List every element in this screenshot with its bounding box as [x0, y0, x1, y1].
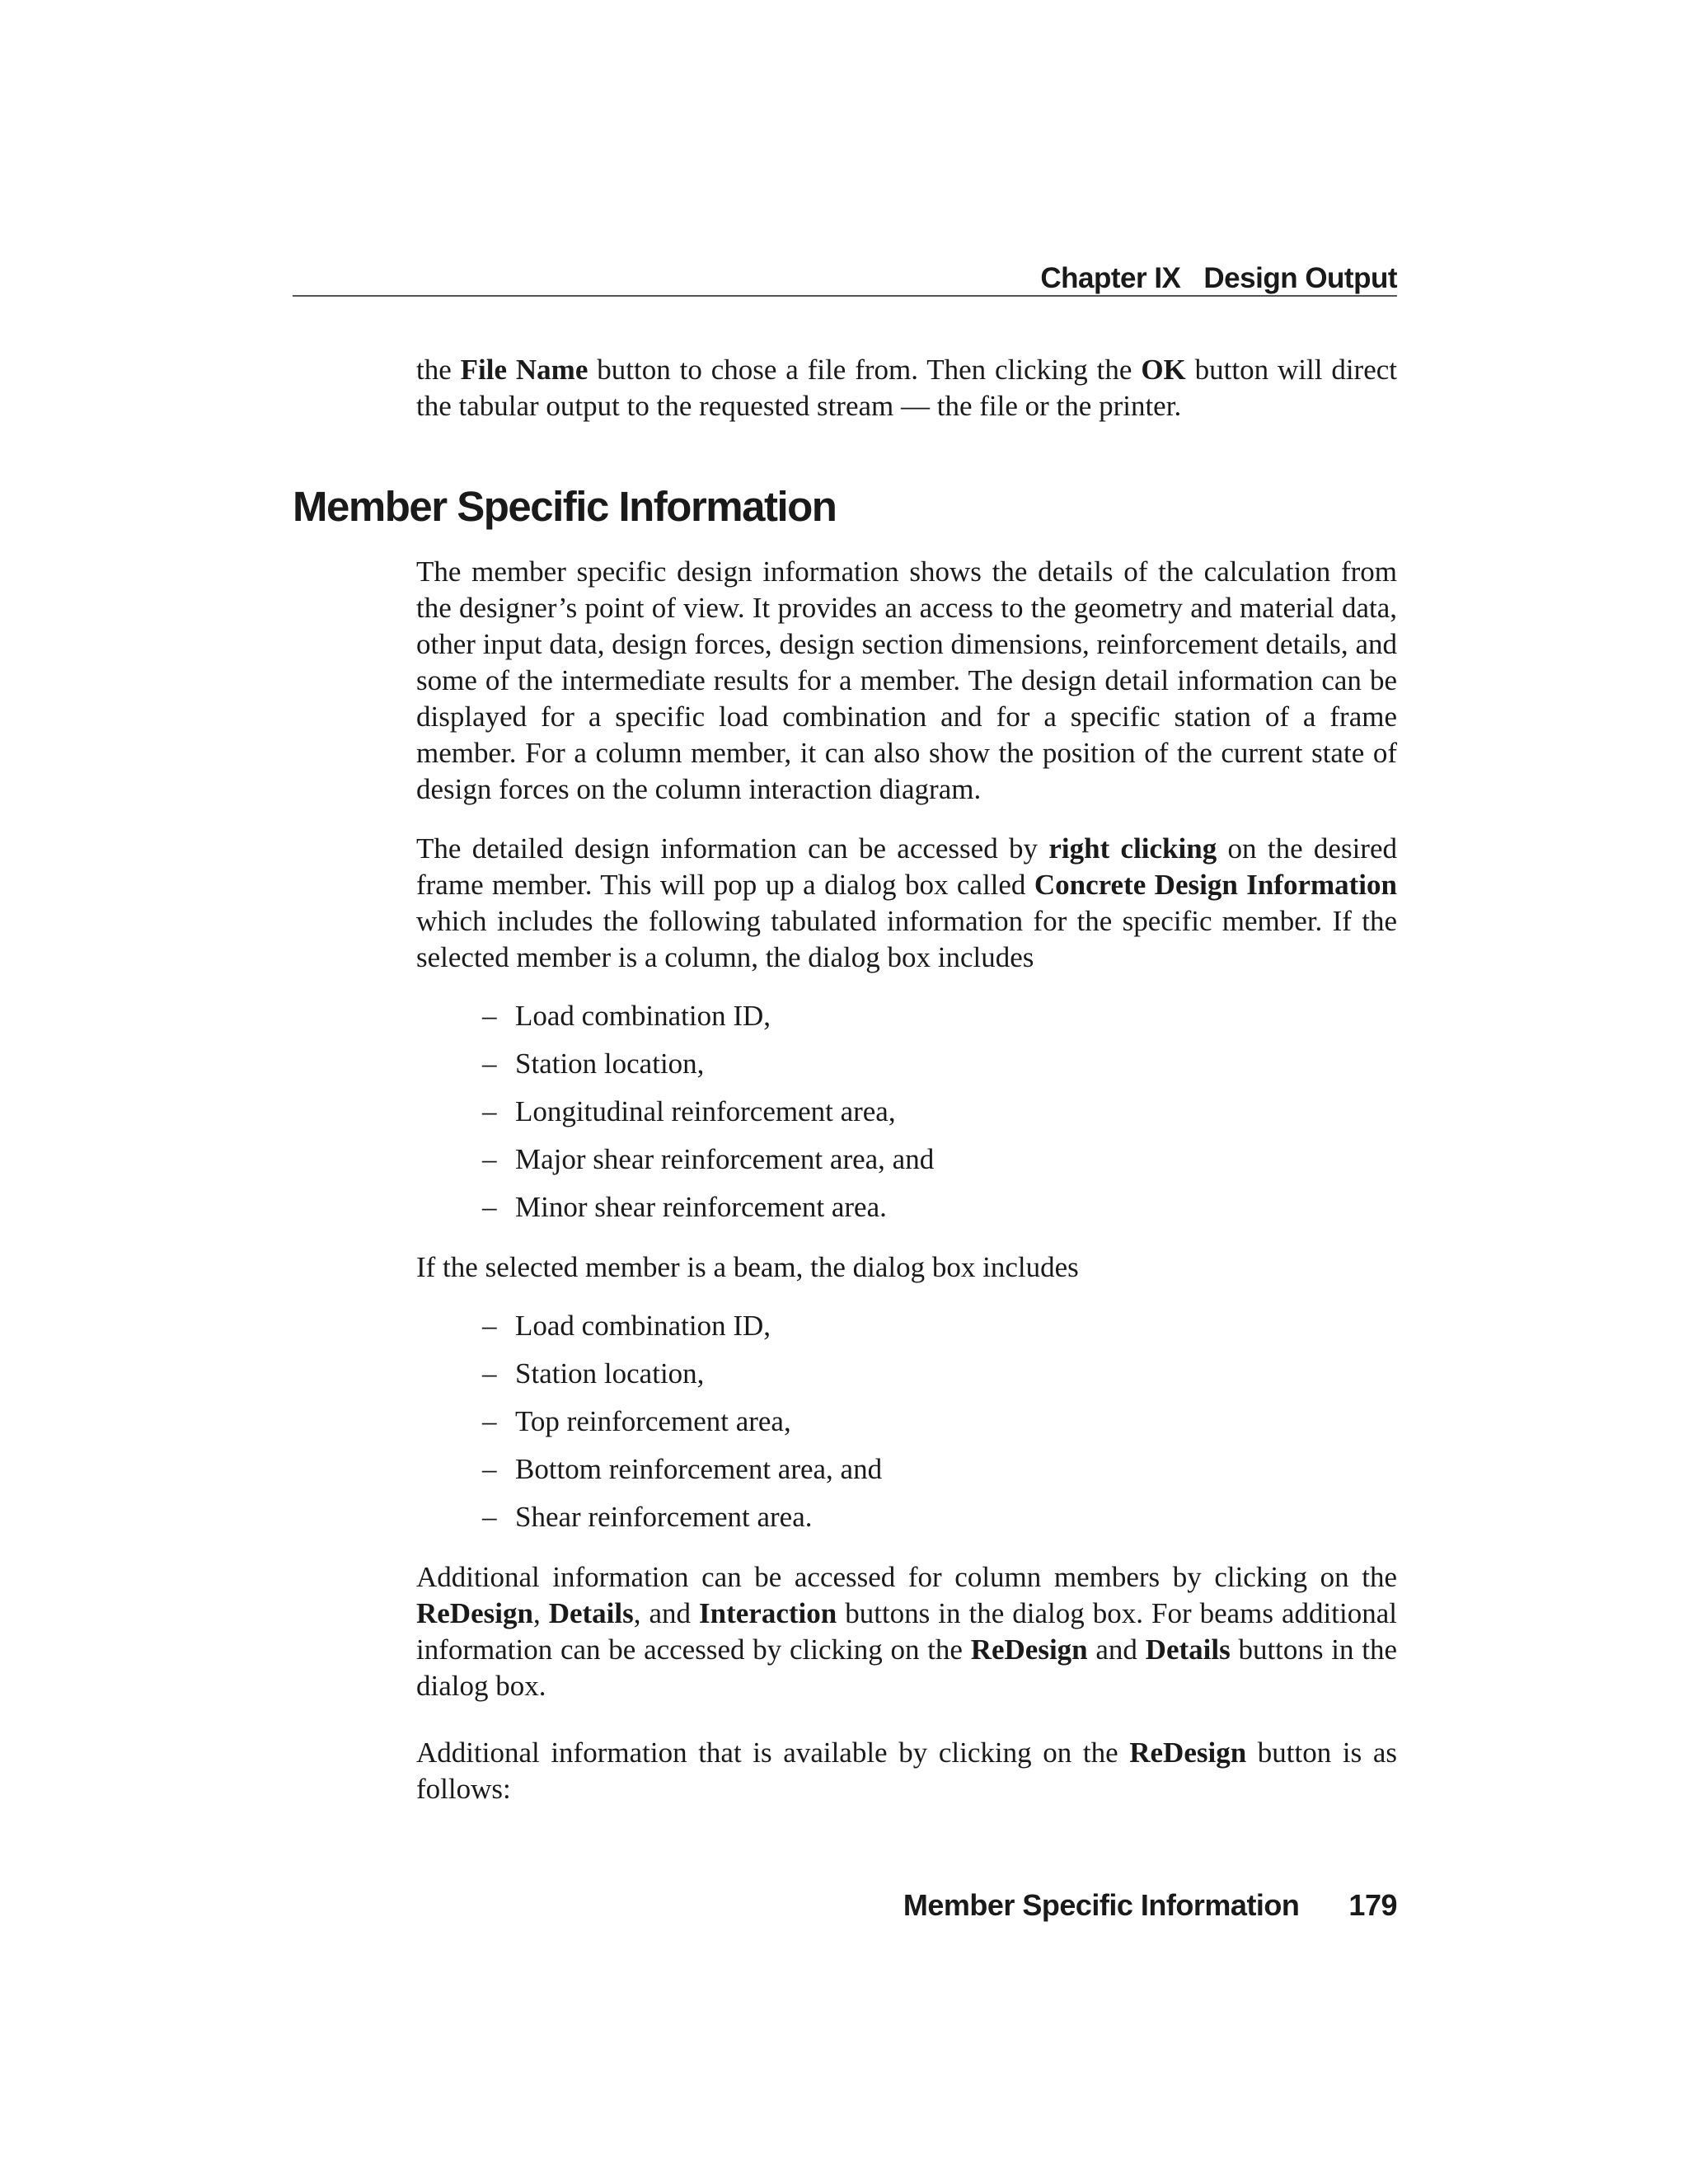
bold-term: File Name: [460, 354, 588, 386]
list-item: [482, 1136, 1306, 1183]
column-info-list: [482, 992, 1306, 1231]
list-item-text: Minor shear reinforcement area.: [515, 1191, 887, 1223]
list-item: [482, 1302, 1306, 1350]
header-chapter: Chapter IX: [1040, 262, 1181, 294]
section-heading: Member Specific Information: [293, 483, 837, 530]
bold-term: ReDesign: [970, 1633, 1088, 1666]
em-dash: —: [901, 390, 931, 422]
page-number: 179: [1348, 1888, 1397, 1922]
list-item: [482, 1493, 1306, 1541]
text-run: button will direct the tabular output to the requested stream: [416, 354, 1398, 422]
text-run: button to chose a file from. Then clicking the: [588, 354, 1142, 386]
list-item-text: Station location,: [515, 1047, 705, 1080]
bold-term: ReDesign: [416, 1597, 533, 1629]
text-run: button is as follows:: [416, 1736, 1397, 1805]
intro-paragraph: [416, 352, 1397, 424]
text-run: on the desired frame member. This will pop up a dialog box called: [416, 832, 1397, 901]
bold-term: ReDesign: [1129, 1736, 1247, 1769]
list-item: [482, 1088, 1306, 1136]
list-item: [482, 1040, 1306, 1088]
bold-term: OK: [1141, 354, 1186, 386]
text-run: Additional information that is available by clicking on the: [416, 1736, 1130, 1769]
paragraph-beam-intro: If the selected member is a beam, the dialog box includes: [416, 1251, 1079, 1283]
list-item-text: Shear reinforcement area.: [515, 1501, 813, 1533]
list-item: [482, 1446, 1306, 1493]
text-run: and: [1087, 1633, 1146, 1666]
dash-marker: –: [482, 1501, 497, 1533]
beam-info-list: [482, 1302, 1306, 1541]
paragraph-additional-info: [416, 1559, 1397, 1704]
bold-term: Concrete Design Information: [1034, 869, 1397, 901]
bold-term: Details: [548, 1597, 634, 1629]
running-header: [293, 262, 1397, 295]
list-item-text: Load combination ID,: [515, 1000, 771, 1032]
dash-marker: –: [482, 1453, 497, 1485]
text-run: The detailed design information can be accessed by: [416, 832, 1049, 865]
dash-marker: –: [482, 1191, 497, 1223]
list-item-text: Longitudinal reinforcement area,: [515, 1095, 896, 1127]
header-title: Design Output: [1203, 262, 1397, 294]
bold-term: Details: [1145, 1633, 1231, 1666]
bold-term: Interaction: [699, 1597, 837, 1629]
footer-title: Member Specific Information: [903, 1888, 1300, 1922]
text-run: the: [416, 354, 461, 386]
dash-marker: –: [482, 1405, 497, 1437]
running-footer: [293, 1887, 1397, 1924]
list-item-text: Top reinforcement area,: [515, 1405, 791, 1437]
paragraph-access: [416, 831, 1397, 976]
dash-marker: –: [482, 1143, 497, 1175]
text-run: which includes the following tabulated information for the specific member. If the selected member is a column, the dialog box includes: [416, 905, 1397, 973]
list-item: [482, 1398, 1306, 1446]
dash-marker: –: [482, 1047, 497, 1080]
dash-marker: –: [482, 1000, 497, 1032]
dash-marker: –: [482, 1357, 497, 1390]
list-item: [482, 1350, 1306, 1398]
paragraph-overview: The member specific design information shows the details of the calculation from the designer’s point of view. It provides an access to the geometry and material data, other input data, design forces, design section dimensions, reinforcement details, and some of the intermediate results for a member. The design detail information can be displayed for a specific load combination and for a specific station of a frame member. For a column member, it can also show the position of the current state of design forces on the column interaction diagram.: [416, 555, 1397, 805]
list-item-text: Load combination ID,: [515, 1310, 771, 1342]
text-run: , and: [633, 1597, 700, 1629]
list-item: [482, 1183, 1306, 1231]
text-run: ,: [532, 1597, 549, 1629]
header-rule: [293, 295, 1397, 297]
text-run: Additional information can be accessed for column members by clicking on the: [416, 1561, 1397, 1593]
list-item-text: Major shear reinforcement area, and: [515, 1143, 935, 1175]
paragraph-redesign-info: [416, 1735, 1397, 1807]
dash-marker: –: [482, 1095, 497, 1127]
list-item-text: Station location,: [515, 1357, 705, 1390]
text-run: buttons in the dialog box. For beams additional information can be accessed by clicking on the: [416, 1597, 1397, 1666]
text-run: buttons in the dialog box.: [416, 1633, 1397, 1702]
dash-marker: –: [482, 1310, 497, 1342]
text-run: the file or the printer.: [930, 390, 1182, 422]
bold-term: right clicking: [1048, 832, 1217, 865]
list-item-text: Bottom reinforcement area, and: [515, 1453, 883, 1485]
list-item: [482, 992, 1306, 1040]
